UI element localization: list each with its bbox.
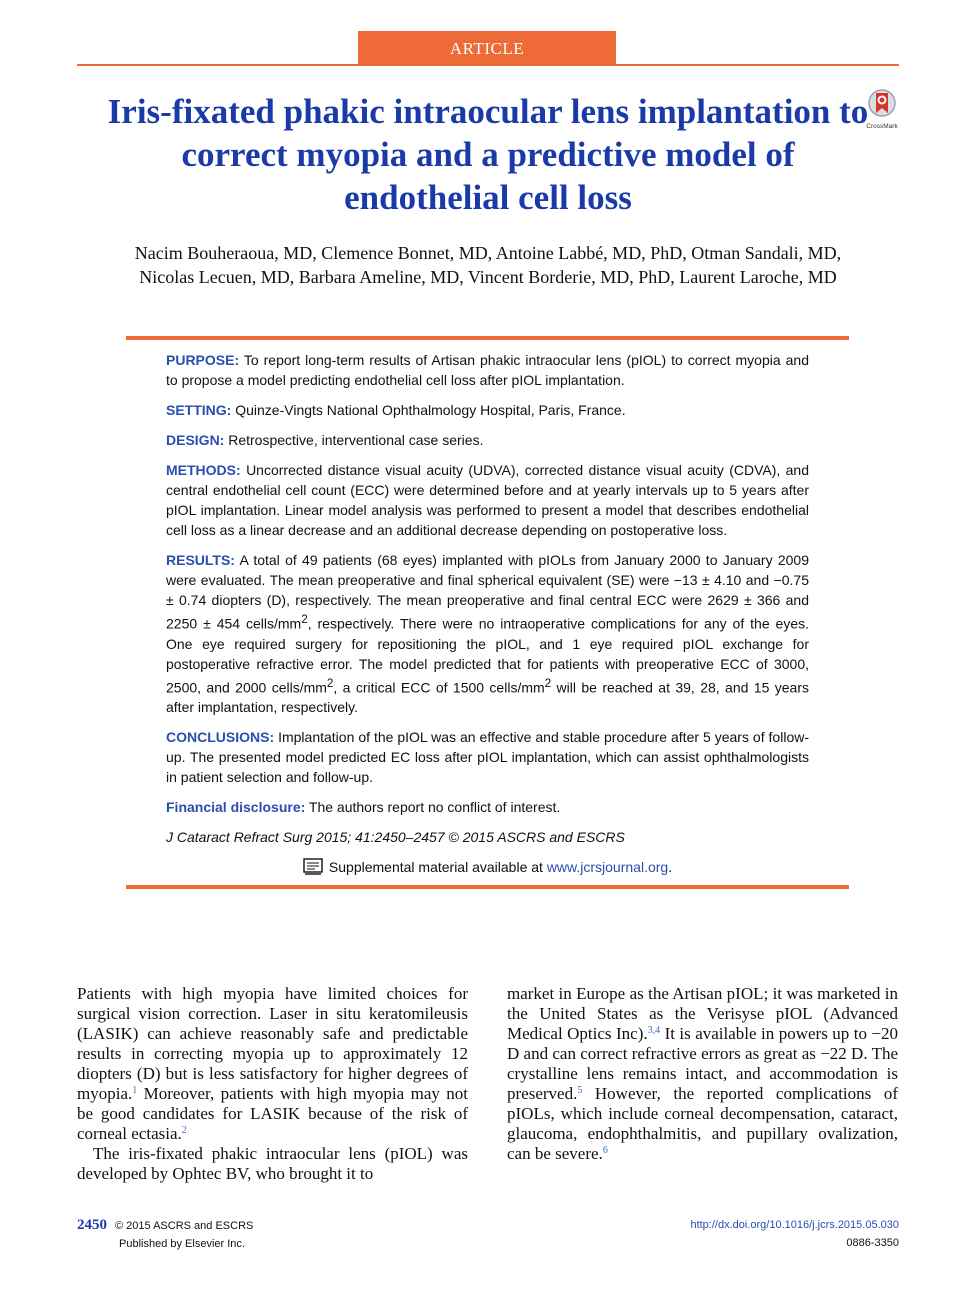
abstract-top-rule xyxy=(126,336,849,340)
body-text: market in Europe as the Artisan pIOL; it was marketed in the United States as the Verisyse pIOL (Advanced Medical Optics Inc). xyxy=(507,984,898,1043)
results-text: will be reached at 39, 28, and 15 years after implantation, respectively. xyxy=(166,679,809,716)
body-column-left xyxy=(77,984,468,1184)
abstract-purpose xyxy=(166,350,809,390)
supplemental-end: . xyxy=(668,859,673,876)
body-column-right xyxy=(507,984,898,1164)
abstract-bottom-rule xyxy=(126,885,849,889)
abstract xyxy=(166,350,809,887)
results-superscript: 2 xyxy=(326,676,334,690)
author-list xyxy=(77,241,899,289)
author-line: Nacim Bouheraoua, MD, Clemence Bonnet, MD, Antoine Labbé, MD, PhD, Otman Sandali, MD, xyxy=(134,243,842,263)
body-text: However, the reported complications of pIOLs, which include corneal decompensation, cataract, glaucoma, endophthalmitis, and pupillary ovalization, can be severe. xyxy=(507,1084,898,1163)
abstract-methods xyxy=(166,460,809,540)
results-text: , a critical ECC of 1500 cells/mm xyxy=(333,679,545,696)
footer-right xyxy=(690,1219,899,1249)
journal-website-link[interactable]: www.jcrsjournal.org xyxy=(546,859,669,876)
reference-link[interactable]: 3,4 xyxy=(647,1025,661,1036)
crossmark-icon xyxy=(867,88,897,120)
abstract-setting xyxy=(166,400,809,420)
reference-link[interactable]: 5 xyxy=(577,1085,583,1096)
purpose-label: PURPOSE: xyxy=(166,352,240,368)
disclosure-text: The authors report no conflict of interest. xyxy=(308,799,561,816)
results-text: A total of 49 patients (68 eyes) implanted with pIOLs from January 2000 to January 2009 were evaluated. The mean preoperative and final spherical equivalent (SE) were −13 ± 4.10 and −0.75 ± 0.74 diopters (D), respectively. The mean preoperative and final central ECC were 2629 ± 366 and 2250 ± 454 cells/mm xyxy=(166,552,809,632)
footer-copyright: © 2015 ASCRS and ESCRS xyxy=(115,1220,254,1232)
conclusions-label: CONCLUSIONS: xyxy=(166,729,275,746)
setting-label: SETTING: xyxy=(166,402,232,418)
journal-citation: J Cataract Refract Surg 2015; 41:2450–2457 © 2015 ASCRS and ESCRS xyxy=(166,829,625,846)
reference-link[interactable]: 2 xyxy=(181,1125,187,1136)
abstract-results xyxy=(166,550,809,717)
purpose-text: To report long-term results of Artisan phakic intraocular lens (pIOL) to correct myopia and to propose a model predicting endothelial cell loss after pIOL implantation. xyxy=(166,352,809,388)
results-superscript: 2 xyxy=(301,613,308,626)
reference-link[interactable]: 1 xyxy=(132,1085,138,1096)
section-tab: ARTICLE xyxy=(358,31,616,65)
methods-text: Uncorrected distance visual acuity (UDVA), corrected distance visual acuity (CDVA), and central endothelial cell count (ECC) were determined before and at yearly intervals up to 5 years after pIOL implantation. Linear model analysis was performed to present a model that describes endothelial cell loss as a linear decrease and an additional decrease depending on postoperative loss. xyxy=(166,462,810,538)
supplemental-material-icon xyxy=(303,858,323,875)
body-paragraph xyxy=(507,984,898,1164)
crossmark-badge[interactable] xyxy=(862,88,902,128)
body-text: Patients with high myopia have limited choices for surgical vision correction. Laser in situ keratomileusis (LASIK) can achieve reasonably safe and predictable results in correcting myopia up to approximately 12 diopters (D) but is less satisfactory for higher degrees of myopia. xyxy=(77,984,468,1103)
crossmark-label: CrossMark xyxy=(866,123,898,130)
results-text: , respectively. There were no intraoperative complications for any of the eyes. One eye required surgery for repositioning the pIOL, and 1 eye required pIOL exchange for postoperative refractive error. The model predicted that for patients with preoperative ECC of 3000, 2500, and 2000 cells/mm xyxy=(166,615,809,696)
results-superscript: 2 xyxy=(544,676,552,690)
design-label: DESIGN: xyxy=(166,432,225,448)
doi-link[interactable]: http://dx.doi.org/10.1016/j.jcrs.2015.05.030 xyxy=(690,1219,899,1231)
disclosure-label: Financial disclosure: xyxy=(166,799,306,816)
results-label: RESULTS: xyxy=(166,552,235,568)
methods-label: METHODS: xyxy=(166,462,241,478)
body-text: Moreover, patients with high myopia may not be good candidates for LASIK because of the risk of corneal ectasia. xyxy=(77,1084,468,1143)
issn: 0886-3350 xyxy=(846,1237,899,1249)
article-title: Iris-fixated phakic intraocular lens implantation to correct myopia and a predictive model of endothelial cell loss xyxy=(107,92,869,217)
body-paragraph xyxy=(77,984,468,1144)
author-line: Nicolas Lecuen, MD, Barbara Ameline, MD, Vincent Borderie, MD, PhD, Laurent Laroche, MD xyxy=(139,267,837,287)
supplemental-note xyxy=(166,857,809,877)
abstract-conclusions xyxy=(166,727,809,787)
footer-publisher: Published by Elsevier Inc. xyxy=(119,1238,245,1250)
financial-disclosure xyxy=(166,797,809,817)
abstract-design xyxy=(166,430,809,450)
conclusions-text: Implantation of the pIOL was an effective and stable procedure after 5 years of follow-up. The presented model predicted EC loss after pIOL implantation, which can assist ophthalmologists in patient selection and follow-up. xyxy=(166,729,809,786)
body-text: It is available in powers up to −20 D and can correct refractive errors as great as −22 D. The crystalline lens remains intact, and accommodation is preserved. xyxy=(507,1024,898,1103)
page-number: 2450 xyxy=(77,1217,107,1233)
design-text: Retrospective, interventional case series. xyxy=(228,432,484,448)
footer-left xyxy=(77,1217,253,1250)
setting-text: Quinze-Vingts National Ophthalmology Hospital, Paris, France. xyxy=(235,402,626,418)
body-paragraph: The iris-fixated phakic intraocular lens (pIOL) was developed by Ophtec BV, who brought it to xyxy=(77,1144,468,1183)
supplemental-text: Supplemental material available at xyxy=(328,859,547,876)
reference-link[interactable]: 6 xyxy=(602,1145,608,1156)
